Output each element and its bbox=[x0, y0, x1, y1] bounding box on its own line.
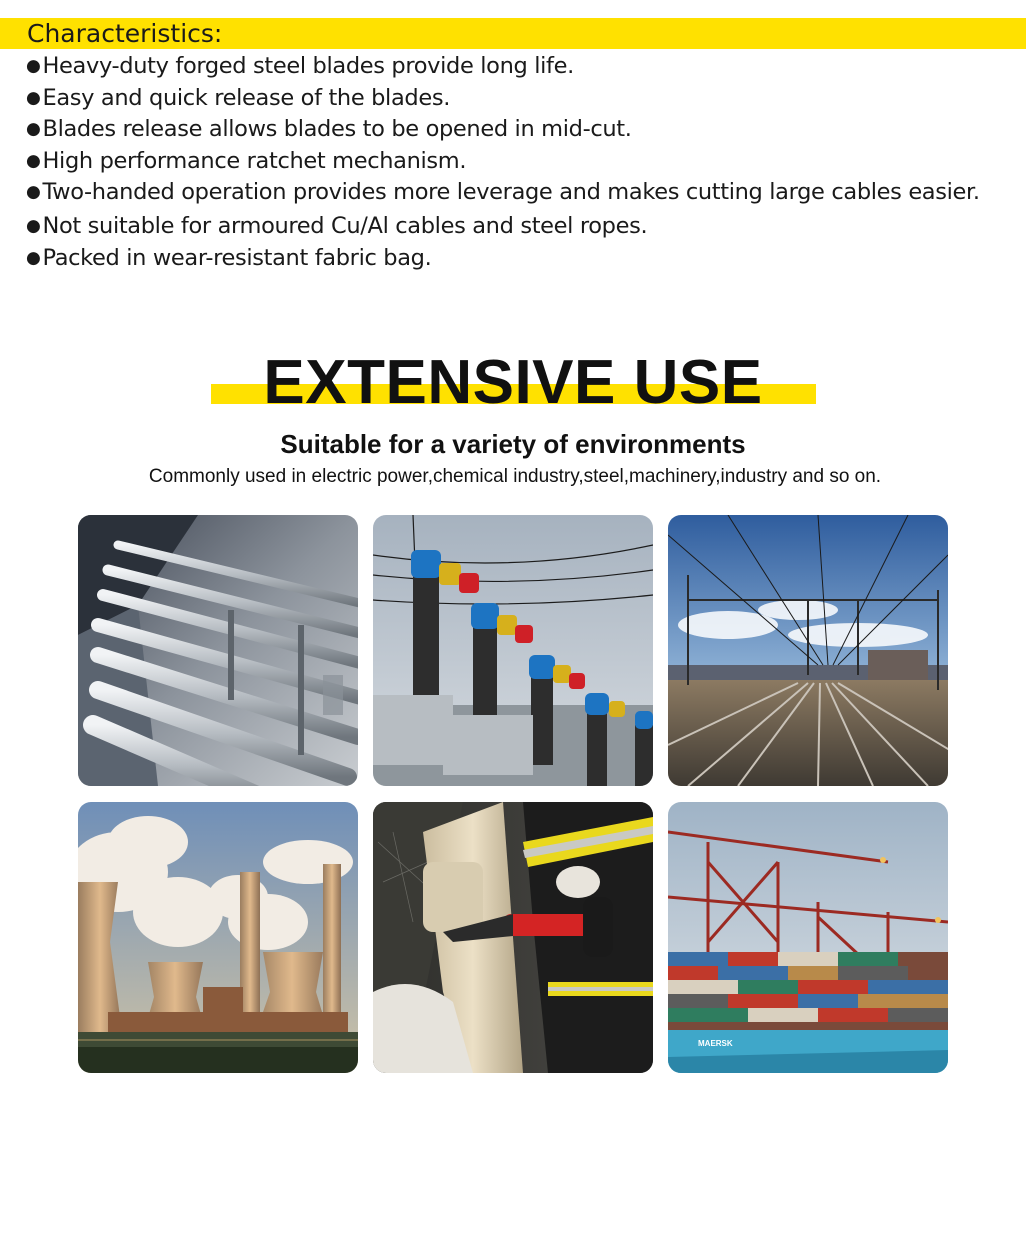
ship-hull-text: MAERSK bbox=[698, 1039, 733, 1048]
photo-rescue-worker bbox=[373, 802, 653, 1073]
bullet-icon: ● bbox=[26, 216, 41, 236]
characteristic-item bbox=[26, 114, 632, 144]
characteristic-text: Blades release allows blades to be opened in mid-cut. bbox=[42, 116, 632, 142]
power-substation-image bbox=[373, 515, 653, 786]
extensive-use-description: Commonly used in electric power,chemical industry,steel,machinery,industry and so on. bbox=[148, 466, 882, 487]
industrial-pipes-image bbox=[78, 515, 358, 786]
photo-container-port bbox=[668, 802, 948, 1073]
characteristic-text: Two-handed operation provides more leverage and makes cutting large cables easier. bbox=[42, 179, 980, 205]
bullet-icon: ● bbox=[26, 56, 41, 76]
power-plant-image bbox=[78, 802, 358, 1073]
characteristic-item bbox=[26, 51, 574, 81]
bullet-icon: ● bbox=[26, 182, 41, 202]
bullet-icon: ● bbox=[26, 150, 41, 171]
characteristic-text: Heavy-duty forged steel blades provide long life. bbox=[42, 53, 574, 79]
container-port-image bbox=[668, 802, 948, 1073]
bullet-icon: ● bbox=[26, 87, 41, 108]
extensive-use-subtitle: Suitable for a variety of environments bbox=[280, 429, 746, 459]
rescue-worker-image bbox=[373, 802, 653, 1073]
characteristic-item bbox=[26, 177, 980, 207]
characteristic-text: Not suitable for armoured Cu/Al cables and steel ropes. bbox=[42, 213, 648, 239]
characteristics-title: Characteristics: bbox=[27, 19, 223, 48]
characteristic-item bbox=[26, 243, 431, 273]
extensive-use-title: EXTENSIVE USE bbox=[263, 348, 763, 417]
photo-power-plant bbox=[78, 802, 358, 1073]
characteristic-text: High performance ratchet mechanism. bbox=[42, 147, 467, 174]
photo-railway bbox=[668, 515, 948, 786]
characteristic-item bbox=[26, 146, 466, 176]
characteristic-item bbox=[26, 83, 450, 113]
photo-industrial-pipes bbox=[78, 515, 358, 786]
photo-power-substation bbox=[373, 515, 653, 786]
characteristic-text: Easy and quick release of the blades. bbox=[42, 84, 450, 111]
bullet-icon: ● bbox=[26, 119, 41, 139]
characteristic-text: Packed in wear-resistant fabric bag. bbox=[42, 244, 432, 271]
railway-image bbox=[668, 515, 948, 786]
characteristic-item bbox=[26, 211, 647, 241]
bullet-icon: ● bbox=[26, 247, 41, 268]
